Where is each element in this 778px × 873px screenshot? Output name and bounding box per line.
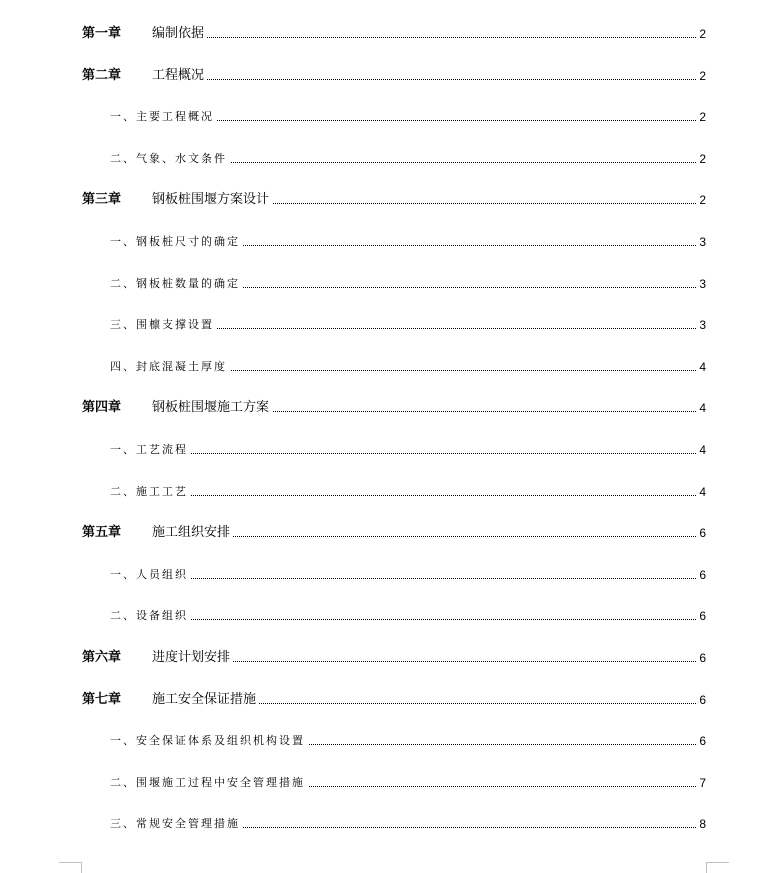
toc-page-number: 6 (696, 605, 706, 627)
toc-page-number: 4 (696, 481, 706, 503)
toc-entry-title: 二、围堰施工过程中安全管理措施 (110, 772, 308, 794)
toc-entry-title: 二、施工工艺 (110, 481, 191, 503)
toc-dot-leader (110, 453, 696, 454)
toc-entry-title: 一、人员组织 (110, 564, 191, 586)
toc-page-number: 6 (696, 689, 706, 711)
toc-page-number: 6 (696, 730, 706, 752)
toc-entry[interactable] (0, 689, 778, 711)
toc-page-number: 7 (696, 772, 706, 794)
toc-page-number: 4 (696, 439, 706, 461)
toc-chapter-number: 第三章 (82, 192, 122, 208)
toc-entry[interactable] (0, 772, 778, 794)
toc-entry[interactable] (0, 397, 778, 419)
toc-page-number: 3 (696, 314, 706, 336)
toc-page-number: 4 (696, 397, 706, 419)
toc-entry-title (82, 689, 259, 711)
toc-page-number: 6 (696, 564, 706, 586)
toc-page-number: 2 (696, 106, 706, 128)
toc-page-number: 4 (696, 356, 706, 378)
toc-chapter-title: 编制依据 (152, 26, 205, 41)
toc-entry[interactable] (0, 273, 778, 295)
toc-entry-title: 一、工艺流程 (110, 439, 191, 461)
toc-entry[interactable] (0, 106, 778, 128)
toc-entry[interactable] (0, 439, 778, 461)
toc-chapter-title: 进度计划安排 (152, 650, 231, 665)
toc-chapter-title: 工程概况 (152, 67, 205, 83)
toc-dot-leader (110, 495, 696, 496)
toc-entry[interactable] (0, 813, 778, 835)
toc-page-number: 2 (696, 189, 706, 211)
toc-entry-title: 三、常规安全管理措施 (110, 813, 243, 835)
toc-dot-leader (110, 578, 696, 579)
toc-entry[interactable] (0, 314, 778, 336)
toc-chapter-number: 第五章 (82, 525, 122, 541)
toc-entry-title (82, 647, 233, 669)
toc-entry[interactable] (0, 522, 778, 544)
toc-entry-title (82, 189, 272, 211)
toc-page-number: 2 (696, 65, 706, 87)
toc-chapter-number: 第七章 (82, 691, 122, 707)
toc-entry[interactable] (0, 65, 778, 87)
toc-chapter-number: 第一章 (82, 26, 122, 41)
toc-page-number: 8 (696, 813, 706, 835)
toc-entry[interactable] (0, 564, 778, 586)
toc-entry-title: 一、安全保证体系及组织机构设置 (110, 730, 308, 752)
page-corner-mark-left (59, 862, 82, 873)
toc-page-number: 3 (696, 231, 706, 253)
toc-entry-title: 一、钢板桩尺寸的确定 (110, 231, 243, 253)
toc-page-number: 2 (696, 148, 706, 170)
toc-entry[interactable] (0, 647, 778, 669)
toc-chapter-number: 第六章 (82, 650, 122, 665)
toc-entry[interactable] (0, 231, 778, 253)
toc-entry[interactable] (0, 23, 778, 45)
toc-entry-title: 二、设备组织 (110, 605, 191, 627)
toc-chapter-title: 施工组织安排 (152, 525, 231, 541)
page-corner-mark-right (706, 862, 729, 873)
toc-chapter-title: 施工安全保证措施 (152, 691, 257, 707)
toc-chapter-number: 第四章 (82, 400, 122, 416)
toc-entry[interactable] (0, 481, 778, 503)
toc-entry-title: 二、气象、水文条件 (110, 148, 230, 170)
toc-entry[interactable] (0, 148, 778, 170)
toc-page-number: 6 (696, 522, 706, 544)
toc-entry-title (82, 397, 272, 419)
toc-chapter-number: 第二章 (82, 67, 122, 83)
toc-entry-title: 二、钢板桩数量的确定 (110, 273, 243, 295)
toc-entry[interactable] (0, 605, 778, 627)
toc-entry-title: 三、围檩支撑设置 (110, 314, 217, 336)
toc-dot-leader (110, 619, 696, 620)
toc-page-number: 3 (696, 273, 706, 295)
toc-entry[interactable] (0, 189, 778, 211)
toc-entry-title: 四、封底混凝土厚度 (110, 356, 230, 378)
toc-entry-title: 一、主要工程概况 (110, 106, 217, 128)
toc-entry[interactable] (0, 356, 778, 378)
toc-entry-title (82, 522, 233, 544)
toc-chapter-title: 钢板桩围堰施工方案 (152, 400, 270, 416)
toc-page-number: 2 (696, 23, 706, 45)
toc-entry-title (82, 65, 207, 87)
toc-page-number: 6 (696, 647, 706, 669)
toc-entry-title (82, 23, 207, 45)
toc-chapter-title: 钢板桩围堰方案设计 (152, 192, 270, 208)
toc-entry[interactable] (0, 730, 778, 752)
